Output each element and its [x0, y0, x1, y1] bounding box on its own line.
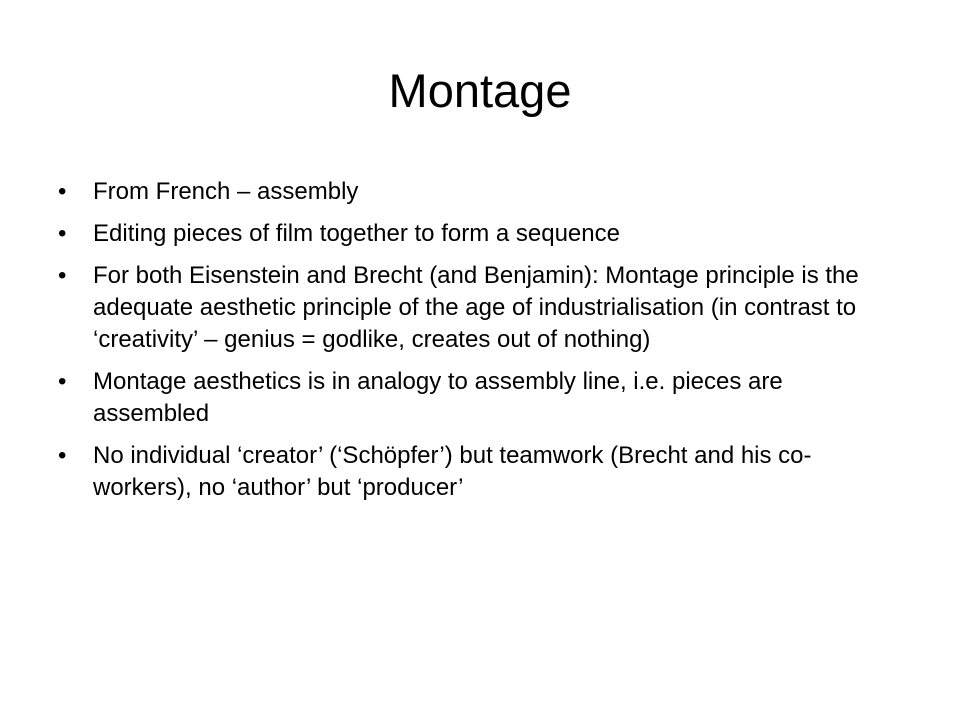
bullet-point-icon: • [58, 262, 67, 289]
slide-title: Montage [388, 64, 572, 117]
bullet-point-icon: • [58, 368, 67, 395]
bullet-point-icon: • [58, 442, 67, 469]
bullet-list [58, 176, 898, 514]
bullet-item [58, 176, 898, 208]
bullet-text: No individual ‘creator’ (‘Schöpfer’) but teamwork (Brecht and his co-workers), no ‘author’ but ‘producer’ [93, 442, 812, 501]
bullet-item [58, 260, 898, 356]
bullet-text: From French – assembly [93, 178, 359, 205]
bullet-text: Montage aesthetics is in analogy to assembly line, i.e. pieces are assembled [93, 368, 783, 427]
bullet-item [58, 366, 898, 430]
bullet-point-icon: • [58, 220, 67, 247]
bullet-item [58, 440, 898, 504]
bullet-text: Editing pieces of film together to form a sequence [93, 220, 620, 247]
bullet-point-icon: • [58, 178, 67, 205]
bullet-text: For both Eisenstein and Brecht (and Benjamin): Montage principle is the adequate aesthetic principle of the age of industrialisation (in contrast to ‘creativity’ – genius = godlike, creates out of nothing) [93, 262, 859, 353]
bullet-item [58, 218, 898, 250]
